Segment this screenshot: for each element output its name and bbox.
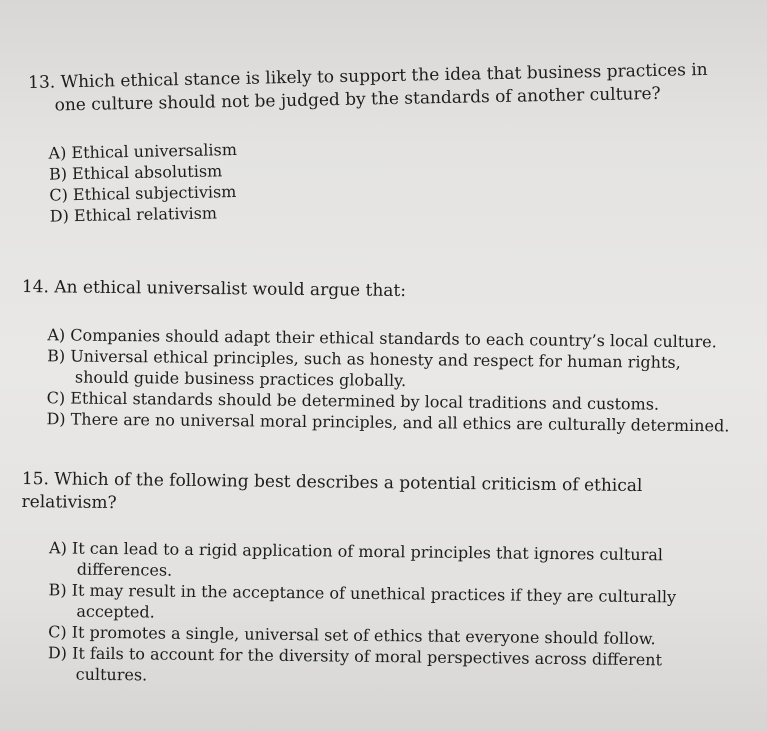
question-13-option-c: C) Ethical subjectivism: [49, 182, 237, 205]
question-13-options: [29, 130, 720, 227]
question-13-option-d: D) Ethical relativism: [49, 203, 218, 226]
question-14-option-b: B) Universal ethical principles, such as honesty and respect for human rights, should guide business practices globally.: [47, 346, 681, 391]
question-15-prompt: 15. Which of the following best describes a potential criticism of ethical relativism?: [21, 468, 643, 514]
question-14-options: [20, 324, 731, 436]
question-14-option-c: C) Ethical standards should be determined by local traditions and customs.: [46, 388, 660, 414]
question-13: [28, 59, 721, 227]
question-13-option-b: B) Ethical absolutism: [48, 161, 223, 184]
question-15-option-b: B) It may result in the acceptance of unethical practices if they are culturally accepted.: [48, 580, 677, 622]
question-14-option-a: A) Companies should adapt their ethical standards to each country’s local culture.: [47, 325, 717, 352]
question-15-option-c: C) It promotes a single, universal set of ethics that everyone should follow.: [48, 622, 656, 649]
question-15-option-d: D) It fails to account for the diversity of moral perspectives across different cultures.: [47, 643, 663, 685]
question-15: [20, 468, 722, 692]
question-13-prompt: 13. Which ethical stance is likely to support the idea that business practices in one culture should not be judged by the standards of another culture?: [28, 59, 708, 116]
question-15-options: [20, 537, 722, 692]
question-14-option-d: D) There are no universal moral principles, and all ethics are culturally determined.: [46, 409, 730, 436]
question-14: [20, 276, 732, 436]
question-14-prompt: 14. An ethical universalist would argue that:: [21, 276, 407, 302]
question-13-option-a: A) Ethical universalism: [48, 140, 238, 163]
question-15-option-a: A) It can lead to a rigid application of moral principles that ignores cultural differences.: [48, 538, 664, 580]
